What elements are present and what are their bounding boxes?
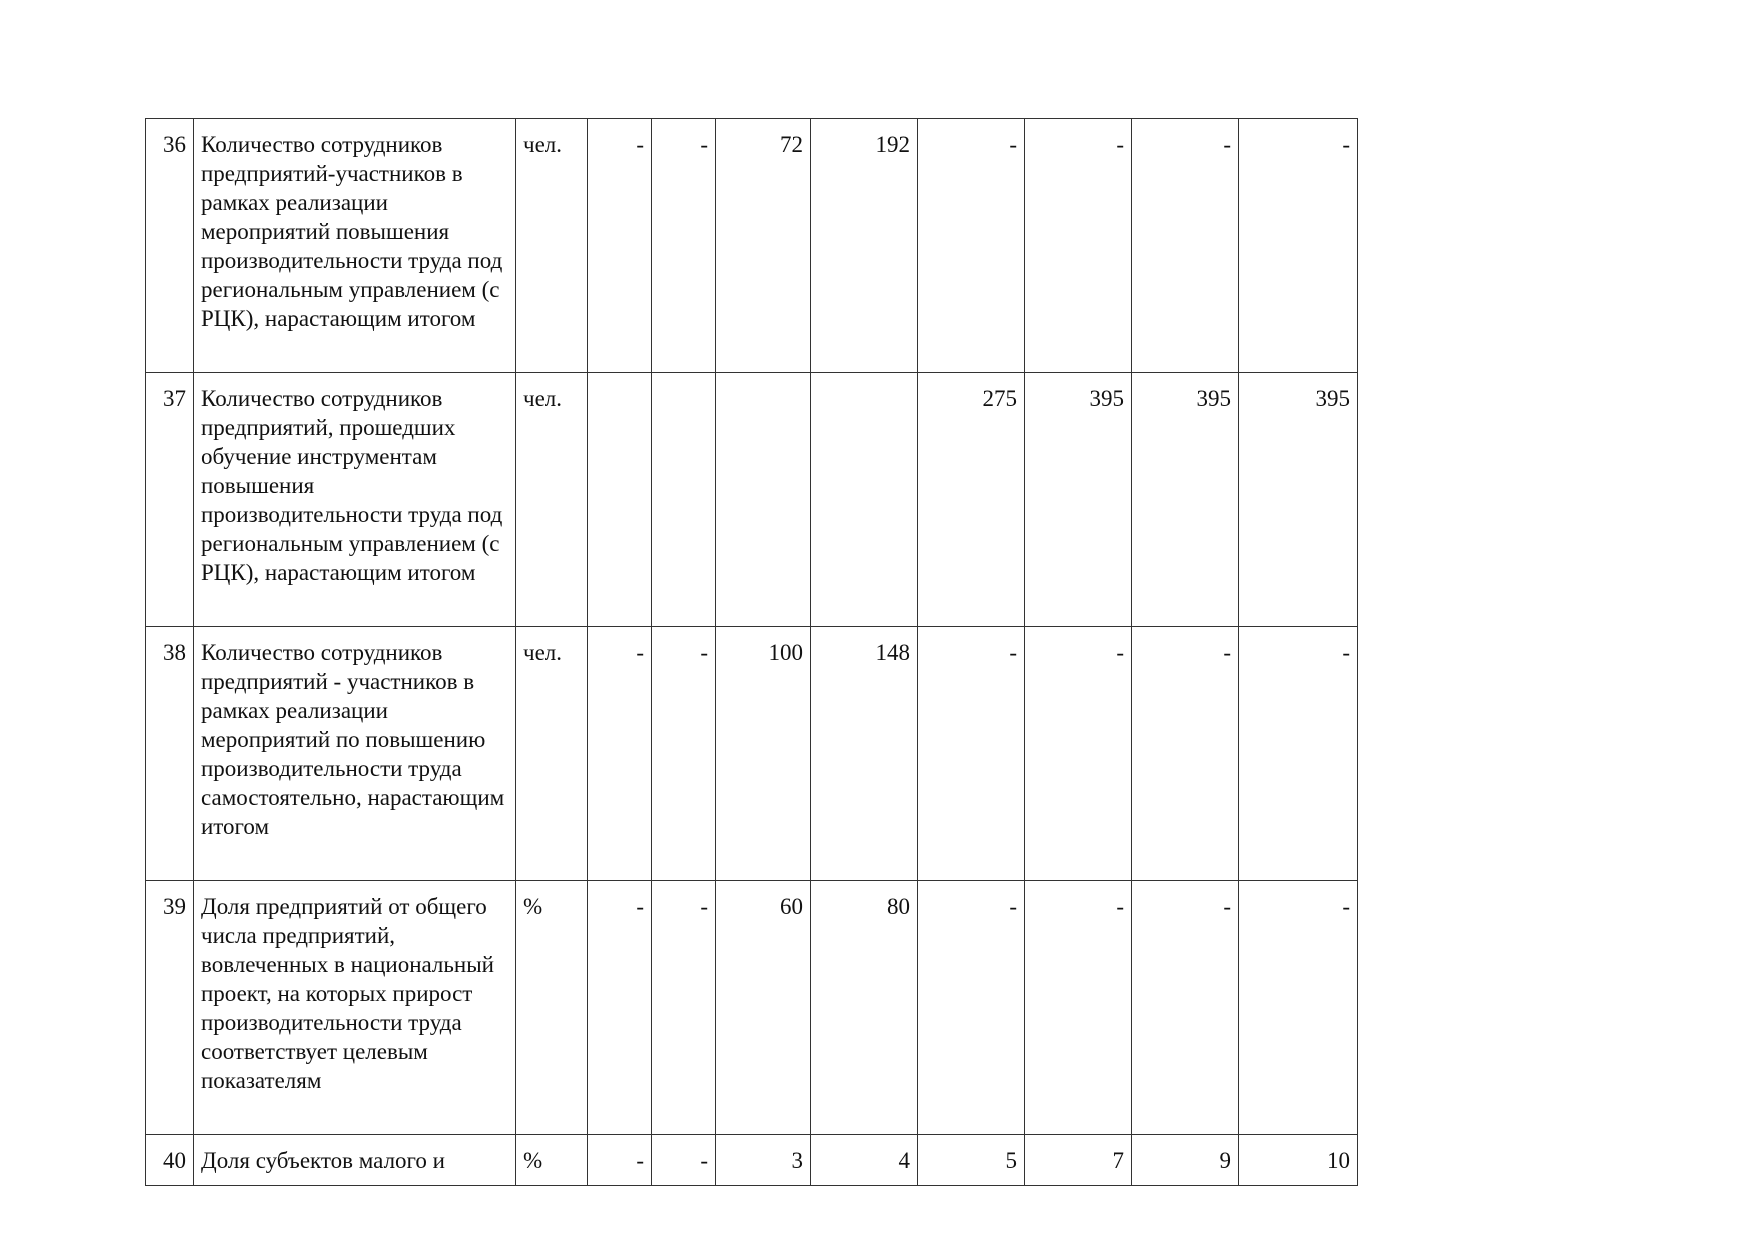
value-cell: - (1239, 119, 1358, 373)
indicator-name: Доля предприятий от общего числа предприятий, вовлеченных в национальный проект, на которых прирост производительности труда соответствует целевым показателям (194, 881, 516, 1135)
value-cell: - (918, 627, 1025, 881)
indicator-name: Количество сотрудников предприятий, прошедших обучение инструментам повышения производительности труда под региональным управлением (с РЦК), нарастающим итогом (194, 373, 516, 627)
value-cell: - (918, 881, 1025, 1135)
unit-cell: чел. (516, 373, 588, 627)
value-cell: - (918, 119, 1025, 373)
value-cell: - (1132, 119, 1239, 373)
value-cell: 7 (1025, 1135, 1132, 1186)
value-cell: - (588, 1135, 652, 1186)
indicator-name: Количество сотрудников предприятий - участников в рамках реализации мероприятий по повышению производительности труда самостоятельно, нарастающим итогом (194, 627, 516, 881)
value-cell (652, 373, 716, 627)
row-number: 39 (146, 881, 194, 1135)
value-cell: 3 (716, 1135, 811, 1186)
value-cell: 395 (1025, 373, 1132, 627)
row-number: 38 (146, 627, 194, 881)
value-cell: 80 (811, 881, 918, 1135)
value-cell: - (588, 119, 652, 373)
table-row (146, 373, 1358, 627)
row-number: 40 (146, 1135, 194, 1186)
row-number: 37 (146, 373, 194, 627)
value-cell: 148 (811, 627, 918, 881)
value-cell: 275 (918, 373, 1025, 627)
value-cell: - (588, 627, 652, 881)
value-cell: 5 (918, 1135, 1025, 1186)
value-cell: - (652, 119, 716, 373)
indicator-name: Количество сотрудников предприятий-участников в рамках реализации мероприятий повышения производительности труда под региональным управлением (с РЦК), нарастающим итогом (194, 119, 516, 373)
value-cell: 192 (811, 119, 918, 373)
value-cell: 4 (811, 1135, 918, 1186)
table-row (146, 119, 1358, 373)
value-cell: - (1132, 627, 1239, 881)
table-row (146, 881, 1358, 1135)
value-cell: 9 (1132, 1135, 1239, 1186)
value-cell: 72 (716, 119, 811, 373)
unit-cell: чел. (516, 119, 588, 373)
value-cell (588, 373, 652, 627)
value-cell (811, 373, 918, 627)
value-cell: 100 (716, 627, 811, 881)
value-cell: - (652, 881, 716, 1135)
value-cell: - (1239, 881, 1358, 1135)
value-cell: - (1025, 881, 1132, 1135)
table-row (146, 627, 1358, 881)
value-cell (716, 373, 811, 627)
value-cell: - (1025, 119, 1132, 373)
unit-cell: % (516, 881, 588, 1135)
value-cell: - (652, 1135, 716, 1186)
row-number: 36 (146, 119, 194, 373)
value-cell: 395 (1132, 373, 1239, 627)
value-cell: 10 (1239, 1135, 1358, 1186)
table-row (146, 1135, 1358, 1186)
unit-cell: чел. (516, 627, 588, 881)
value-cell: - (588, 881, 652, 1135)
value-cell: 60 (716, 881, 811, 1135)
value-cell: - (1132, 881, 1239, 1135)
value-cell: 395 (1239, 373, 1358, 627)
indicators-table (145, 118, 1358, 1186)
value-cell: - (1025, 627, 1132, 881)
unit-cell: % (516, 1135, 588, 1186)
value-cell: - (652, 627, 716, 881)
value-cell: - (1239, 627, 1358, 881)
indicator-name: Доля субъектов малого и (194, 1135, 516, 1186)
